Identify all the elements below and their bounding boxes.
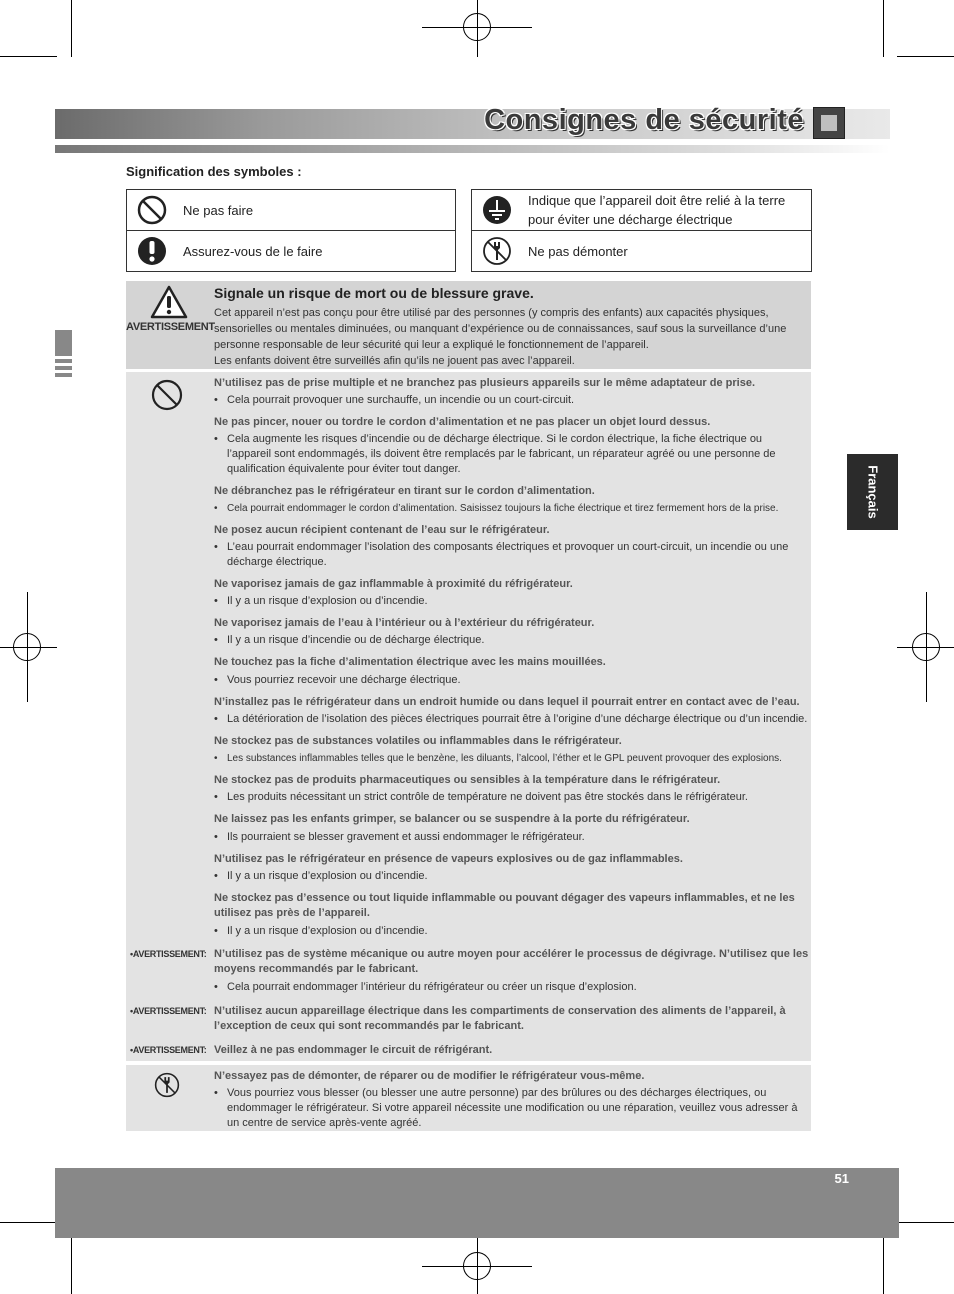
crop-mark <box>0 56 57 57</box>
crop-mark <box>0 1222 57 1223</box>
title-underline <box>55 145 890 153</box>
rule-heading: Ne stockez pas de substances volatiles ou inflammables dans le réfrigérateur. <box>214 735 622 747</box>
rule-heading: Ne pas pincer, nouer ou tordre le cordon d’alimentation et ne pas placer un objet lourd dessus. <box>214 416 711 428</box>
symbols-left-box <box>126 189 456 272</box>
crop-mark <box>883 0 884 57</box>
rule-bullet: • Vous pourriez recevoir une décharge électrique. <box>227 673 809 688</box>
rule-heading: Ne vaporisez jamais de l’eau à l’intérieur ou à l’extérieur du réfrigérateur. <box>214 617 595 629</box>
language-label: Français <box>865 465 880 519</box>
no-disassembly-icon <box>481 235 513 267</box>
warning-text: Cet appareil n’est pas conçu pour être utilisé par des personnes (y compris des enfants) aux capacités physiques, sensorielles ou mentales diminuées, ou manquant d’expérience ou de connaissances, sauf sous la surveillance d’une personne responsable de leur sécurité qui leur a expliqué le fonctionnement de l’appareil. <box>214 307 787 351</box>
rule-bullet: • La détérioration de l’isolation des pièces électriques pourrait être à l’origine d’une décharge électrique ou d’un incendie. <box>227 712 809 727</box>
crop-mark <box>71 0 72 57</box>
rule-bullet: • Il y a un risque d’explosion ou d’incendie. <box>227 594 809 609</box>
registration-mark <box>912 633 940 661</box>
rule-heading: N’utilisez pas le réfrigérateur en présence de vapeurs explosives ou de gaz inflammables. <box>214 853 683 865</box>
no-disassembly-icon <box>153 1071 181 1099</box>
warning-text: Les enfants doivent être surveillés afin qu’ils ne jouent pas avec l’appareil. <box>214 355 575 367</box>
symbol-label: Ne pas faire <box>183 202 254 218</box>
rule-bullet: • Cela augmente les risques d’incendie ou de décharge électrique. Si le cordon électrique, la fiche électrique ou l’appareil sont endommagés, ils doivent être remplacés par le fabricant, un réparateur agréé ou une personne de qualification équivalente pour éviter tout danger. <box>227 432 809 477</box>
rule-heading: N’essayez pas de démonter, de réparer ou de modifier le réfrigérateur vous-même. <box>214 1070 645 1082</box>
registration-mark <box>463 13 491 41</box>
crop-mark <box>897 1222 954 1223</box>
rule-heading: Ne touchez pas la fiche d’alimentation électrique avec les mains mouillées. <box>214 656 606 668</box>
warning-body <box>214 305 806 369</box>
rule-heading: N’utilisez pas de prise multiple et ne branchez pas plusieurs appareils sur le même adaptateur de prise. <box>214 377 756 389</box>
rule-bullet: • Vous pourriez vous blesser (ou blesser une autre personne) par des brûlures ou des décharges électriques, ou endommager le réfrigérateur. Si votre appareil nécessite une modification ou une réparation, veuillez vous adresser à un centre de service après-vente agréé. <box>227 1086 809 1131</box>
warning-panel <box>126 281 811 369</box>
rule-heading: N’installez pas le réfrigérateur dans un endroit humide ou dans lequel il pourrait entrer en contact avec de l’eau. <box>214 696 800 708</box>
rule-bullet: • Ils pourraient se blesser gravement et aussi endommager le réfrigérateur. <box>227 830 809 845</box>
crop-mark <box>71 1238 72 1294</box>
side-marks <box>55 330 72 380</box>
page-number: 51 <box>834 1171 849 1186</box>
warning-title: Signale un risque de mort ou de blessure grave. <box>214 285 534 301</box>
rule-heading: Ne posez aucun récipient contenant de l’eau sur le réfrigérateur. <box>214 524 550 536</box>
symbol-label: Assurez-vous de le faire <box>183 243 323 259</box>
avertissement-tag: •AVERTISSEMENT: <box>130 949 207 959</box>
mandatory-icon <box>136 235 168 267</box>
avertissement-tag: •AVERTISSEMENT: <box>130 1006 207 1016</box>
warning-label: AVERTISSEMENT <box>126 321 215 333</box>
rule-heading: N’utilisez pas de système mécanique ou autre moyen pour accélérer le processus de dégivrage. N’utilisez que les moyens recommandés par le fabricant. <box>214 948 809 975</box>
avertissement-tag: •AVERTISSEMENT: <box>130 1045 207 1055</box>
symbol-row <box>127 231 455 271</box>
symbols-right-box <box>471 189 812 272</box>
symbol-label: Indique que l’appareil doit être relié à la terre pour éviter une décharge électrique <box>528 193 786 227</box>
rule-heading: Ne stockez pas de produits pharmaceutiques ou sensibles à la température dans le réfrigérateur. <box>214 774 721 786</box>
symbol-row <box>472 231 811 271</box>
registration-mark <box>463 1252 491 1280</box>
crop-mark <box>897 56 954 57</box>
rule-bullet: • L’eau pourrait endommager l’isolation des composants électriques et provoquer un court-circuit, un incendie ou une décharge électrique. <box>227 540 809 570</box>
rules-panel <box>126 372 811 1061</box>
symbol-row <box>472 190 811 230</box>
language-tab <box>847 454 898 530</box>
warning-triangle-icon <box>150 285 188 319</box>
disassembly-panel <box>126 1065 811 1131</box>
rule-heading: N’utilisez aucun appareillage électrique dans les compartiments de conservation des aliments de l’appareil, à l’exception de ceux qui sont recommandés par le fabricant. <box>214 1005 786 1032</box>
rule-heading: Ne laissez pas les enfants grimper, se balancer ou se suspendre à la porte du réfrigérateur. <box>214 813 690 825</box>
symbol-row <box>127 190 455 230</box>
title-square-icon <box>813 107 845 139</box>
crop-mark <box>883 1238 884 1294</box>
rule-bullet: • Cela pourrait endommager le cordon d’alimentation. Saisissez toujours la fiche électrique et tirez fermement hors de la prise. <box>227 501 809 516</box>
symbol-label: Ne pas démonter <box>528 243 628 259</box>
rule-heading: Ne stockez pas d’essence ou tout liquide inflammable ou pouvant dégager des vapeurs inflammables, et ne les utilisez pas près de l’appareil. <box>214 892 795 919</box>
rule-bullet: • Les produits nécessitant un strict contrôle de température ne doivent pas être stockés dans le réfrigérateur. <box>227 790 809 805</box>
registration-mark <box>13 633 41 661</box>
rule-bullet: • Cela pourrait provoquer une surchauffe, un incendie ou un court-circuit. <box>227 393 809 408</box>
rule-bullet: • Il y a un risque d’explosion ou d’incendie. <box>227 869 809 884</box>
symbols-title: Signification des symboles : <box>126 164 302 179</box>
footer-bar <box>55 1168 899 1238</box>
ground-icon <box>481 194 513 226</box>
rule-heading: Veillez à ne pas endommager le circuit de réfrigérant. <box>214 1044 493 1056</box>
page-title: Consignes de sécurité <box>484 104 804 136</box>
rule-bullet: • Il y a un risque d’incendie ou de décharge électrique. <box>227 633 809 648</box>
rule-bullet: • Les substances inflammables telles que le benzène, les diluants, l’alcool, l’éther et le GPL peuvent provoquer des explosions. <box>227 751 809 766</box>
prohibition-icon <box>150 378 184 412</box>
rule-heading: Ne débranchez pas le réfrigérateur en tirant sur le cordon d’alimentation. <box>214 485 595 497</box>
prohibition-icon <box>136 194 168 226</box>
rule-bullet: • Il y a un risque d’explosion ou d’incendie. <box>227 924 809 939</box>
rule-heading: Ne vaporisez jamais de gaz inflammable à proximité du réfrigérateur. <box>214 578 573 590</box>
rule-bullet: • Cela pourrait endommager l’intérieur du réfrigérateur ou créer un risque d’explosion. <box>227 980 809 995</box>
